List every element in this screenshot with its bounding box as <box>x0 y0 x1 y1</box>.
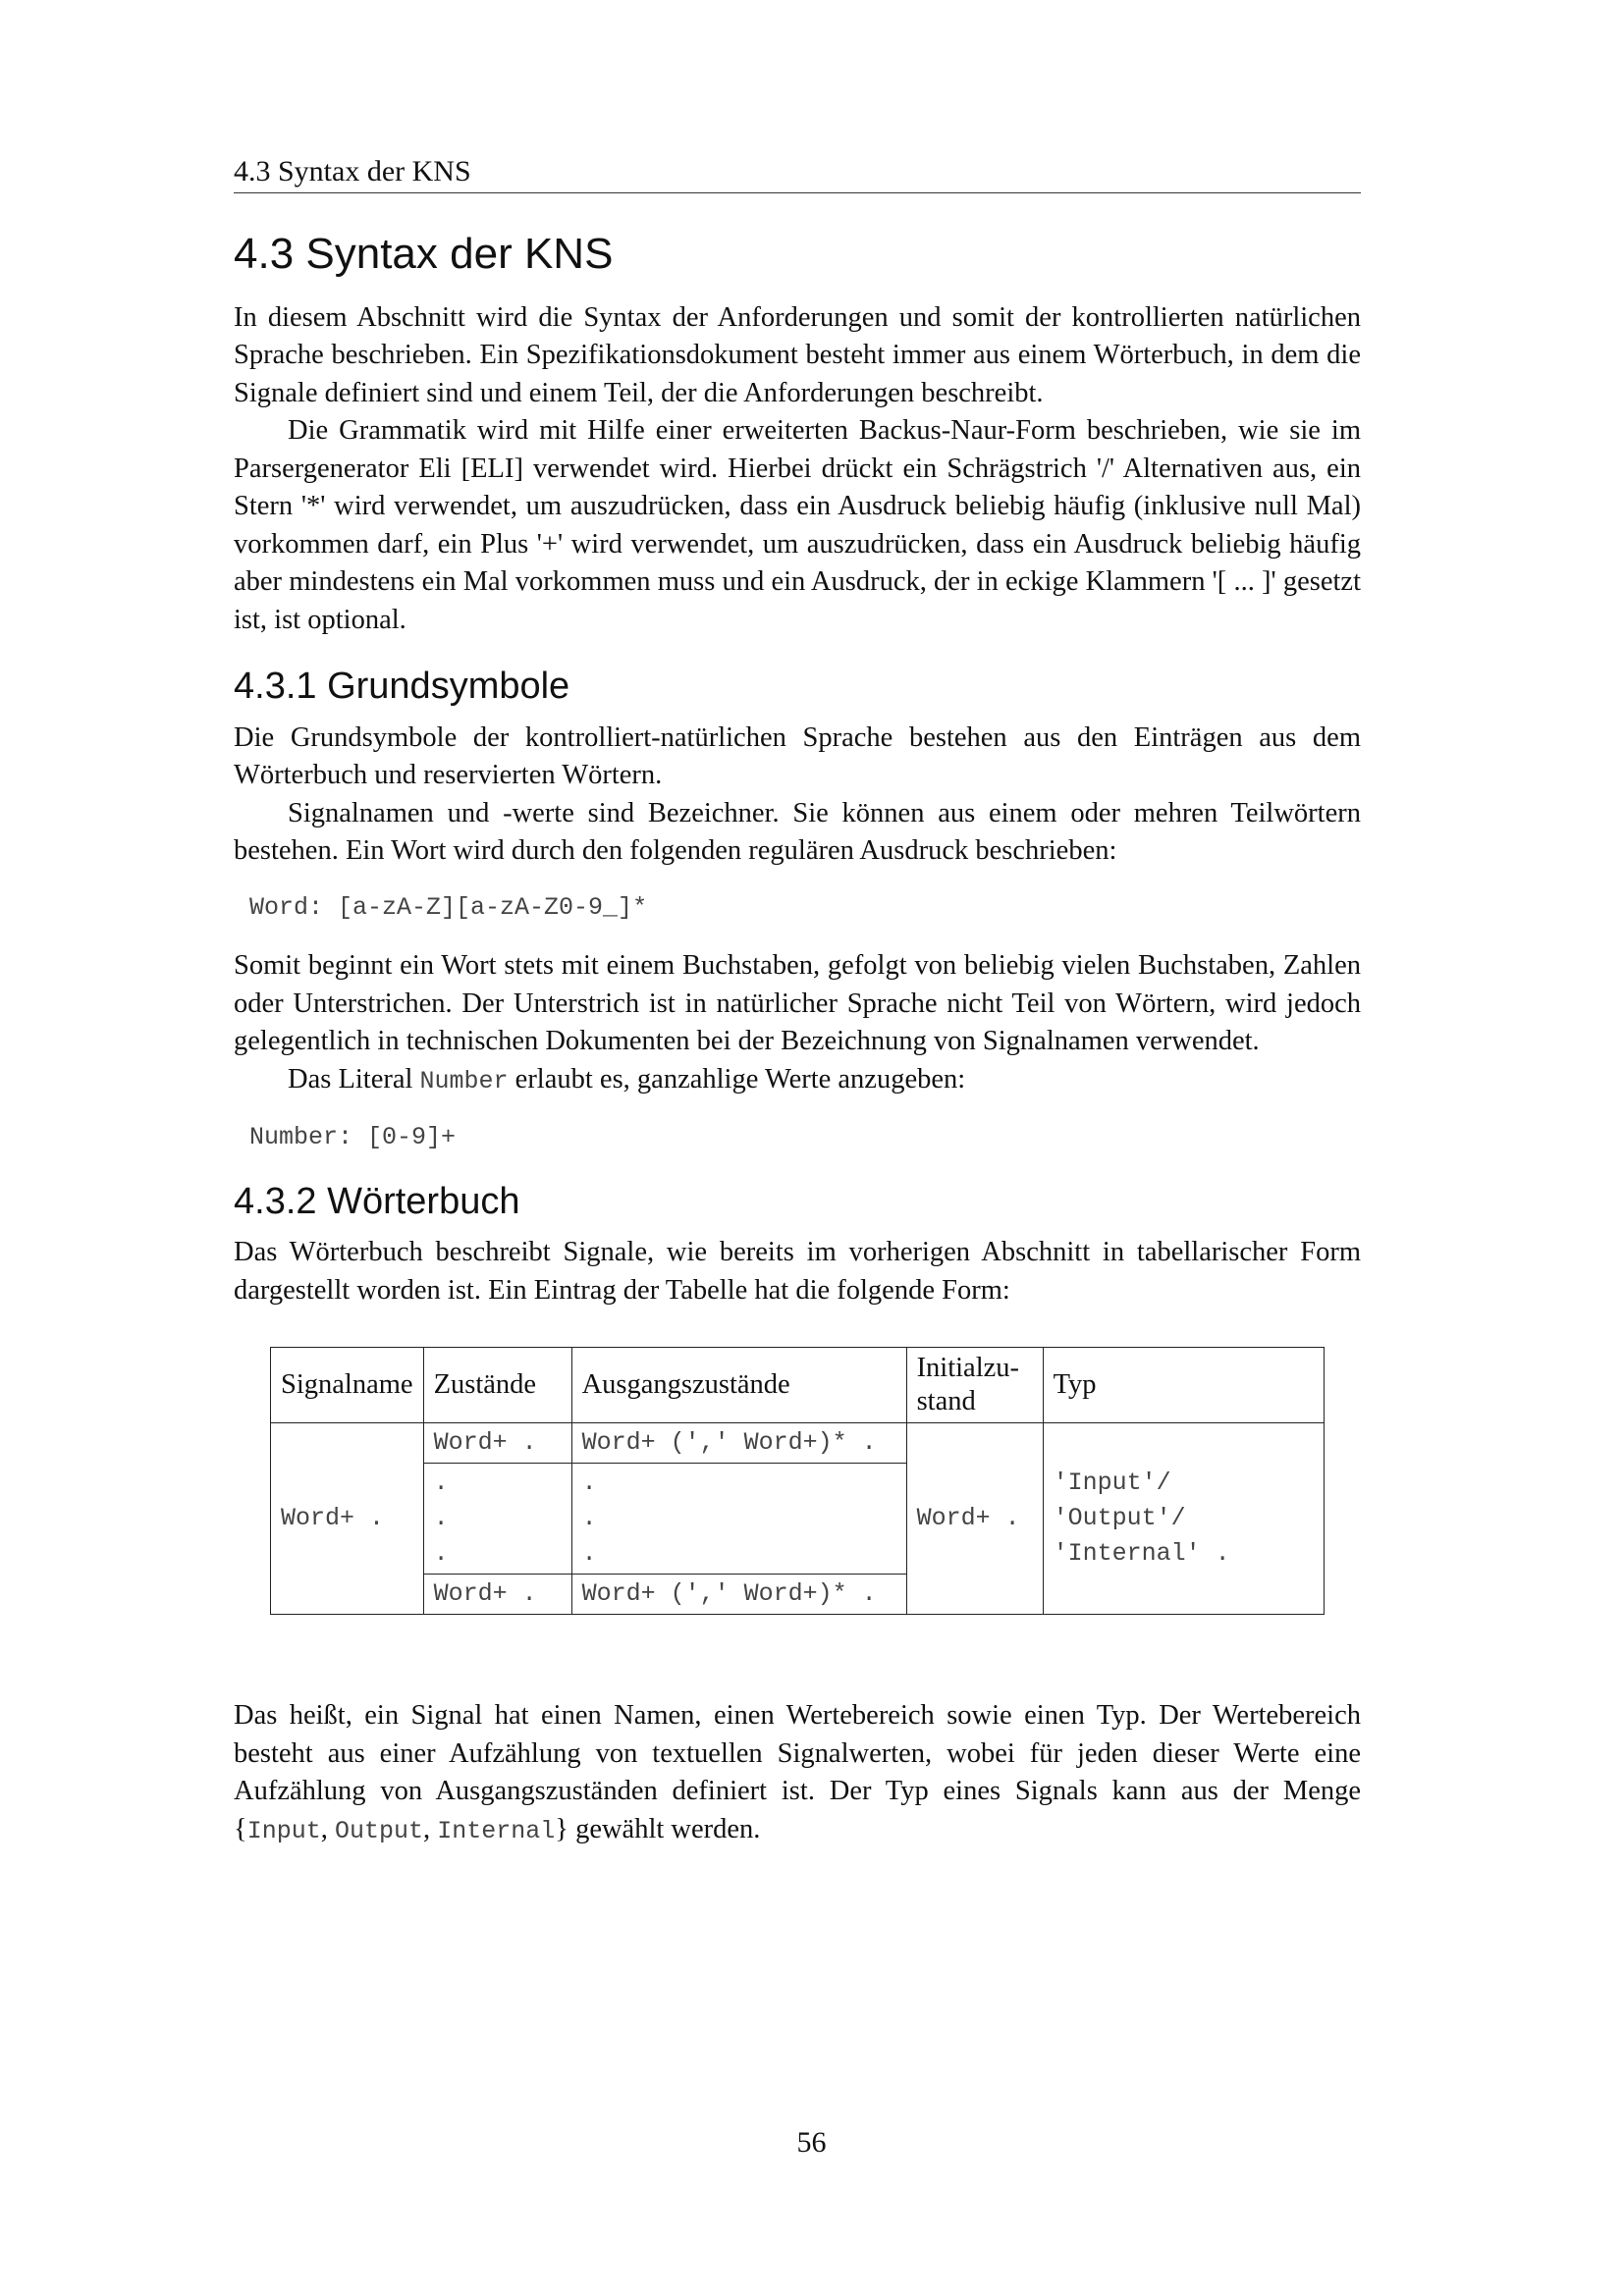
set-separator: , <box>422 1813 438 1844</box>
intro-paragraph-2: Die Grammatik wird mit Hilfe einer erweiterten Backus-Naur-Form beschrieben, wie sie im Parsergenerator Eli [ELI] verwendet wird. Hierbei drückt ein Schrägstrich '/' Alternativen aus, ein Stern '*' wird verwendet, um auszudrücken, dass ein Ausdruck beliebig häufig (inklusive null Mal) vorkommen darf, ein Plus '+' wird verwendet, um auszudrücken, dass ein Ausdruck beliebig häufig aber mindestens ein Mal vorkommen muss und ein Ausdruck, der in eckige Klammern '[ ... ]' gesetzt ist, ist optional. <box>234 415 1361 635</box>
set-open-brace: { <box>234 1813 247 1844</box>
grundsymbole-paragraph-2: Signalnamen und -werte sind Bezeichner. Sie können aus einem oder mehren Teilwörtern bestehen. Ein Wort wird durch den folgenden regulären Ausdruck beschrieben: <box>234 797 1361 867</box>
page-content <box>234 222 1361 1850</box>
dot: . <box>433 1539 449 1569</box>
grundsymbole-paragraph-4 <box>234 1061 1361 1101</box>
typ-internal: 'Internal' . <box>1053 1539 1230 1569</box>
table-row <box>271 1423 1325 1464</box>
dot: . <box>433 1504 449 1533</box>
subsection-title-grundsymbole: 4.3.1 Grundsymbole <box>234 666 570 708</box>
type-internal: Internal <box>437 1816 556 1845</box>
cell-ausgang-first: Word+ (',' Word+)* . <box>571 1423 906 1464</box>
cell-signalname: Word+ . <box>271 1423 424 1615</box>
cell-typ <box>1043 1423 1324 1615</box>
cell-zustaende-first: Word+ . <box>423 1423 571 1464</box>
intro-paragraph-1: In diesem Abschnitt wird die Syntax der Anforderungen und somit der kontrollierten natürlichen Sprache beschrieben. Ein Spezifikationsdokument besteht immer aus einem Wörterbuch, in dem die Signale definiert sind und einem Teil, der die Anforderungen beschreibt. <box>234 301 1361 408</box>
cell-initialzustand: Word+ . <box>906 1423 1043 1615</box>
header-typ: Typ <box>1043 1348 1324 1423</box>
header-ausgangszustaende: Ausgangszustände <box>571 1348 906 1423</box>
set-close-brace: } <box>555 1813 568 1844</box>
p4-after: erlaubt es, ganzahlige Werte anzugeben: <box>508 1063 966 1095</box>
page-number: 56 <box>796 2126 827 2159</box>
dictionary-entry-table <box>270 1347 1325 1615</box>
p2-text: Das heißt, ein Signal hat einen Namen, einen Wertebereich sowie einen Typ. Der Wertebereich besteht aus einer Aufzählung von textuellen Signalwerten, wobei für jeden dieser Werte eine Aufzählung von Ausgangszuständen definiert ist. Der Typ eines Signals kann aus der Menge <box>234 1700 1361 1807</box>
type-output: Output <box>334 1816 423 1845</box>
cell-ausgang-dots <box>571 1464 906 1575</box>
dot: . <box>581 1504 597 1533</box>
p2-end: gewählt werden. <box>568 1813 761 1844</box>
cell-ausgang-last: Word+ (',' Word+)* . <box>571 1575 906 1615</box>
table-header-row <box>271 1348 1325 1423</box>
grundsymbole-paragraph-3: Somit beginnt ein Wort stets mit einem Buchstaben, gefolgt von beliebig vielen Buchstaben, Zahlen oder Unterstrichen. Der Unterstrich ist in natürlicher Sprache nicht Teil von Wörtern, wird jedoch gelegentlich in technischen Dokumenten bei der Bezeichnung von Signalnamen verwendet. <box>234 950 1361 1057</box>
header-signalname: Signalname <box>271 1348 424 1423</box>
code-number-regex: Number: [0-9]+ <box>249 1123 457 1152</box>
woerterbuch-paragraph-1: Das Wörterbuch beschreibt Signale, wie bereits im vorherigen Abschnitt in tabellarischer Form dargestellt worden ist. Ein Eintrag der Tabelle hat die folgende Form: <box>234 1237 1361 1306</box>
running-header: 4.3 Syntax der KNS <box>234 155 1361 193</box>
dot: . <box>433 1468 449 1498</box>
number-literal: Number <box>419 1066 509 1095</box>
subsection-title-woerterbuch: 4.3.2 Wörterbuch <box>234 1180 520 1222</box>
code-word-regex: Word: [a-zA-Z][a-zA-Z0-9_]* <box>249 892 648 922</box>
typ-output: 'Output'/ <box>1053 1504 1186 1533</box>
section-title: 4.3 Syntax der KNS <box>234 230 614 278</box>
cell-zustaende-dots <box>423 1464 571 1575</box>
set-separator: , <box>320 1813 335 1844</box>
woerterbuch-paragraph-2 <box>234 1697 1361 1850</box>
dot: . <box>581 1539 597 1569</box>
cell-zustaende-last: Word+ . <box>423 1575 571 1615</box>
p4-before: Das Literal <box>288 1063 420 1095</box>
type-input: Input <box>246 1816 321 1845</box>
grundsymbole-paragraph-1: Die Grundsymbole der kontrolliert-natürlichen Sprache bestehen aus den Einträgen aus dem Wörterbuch und reservierten Wörtern. <box>234 721 1361 791</box>
header-initialzustand: Initialzu-stand <box>906 1348 1043 1423</box>
header-zustaende: Zustände <box>423 1348 571 1423</box>
typ-input: 'Input'/ <box>1053 1468 1171 1498</box>
dot: . <box>581 1468 597 1498</box>
